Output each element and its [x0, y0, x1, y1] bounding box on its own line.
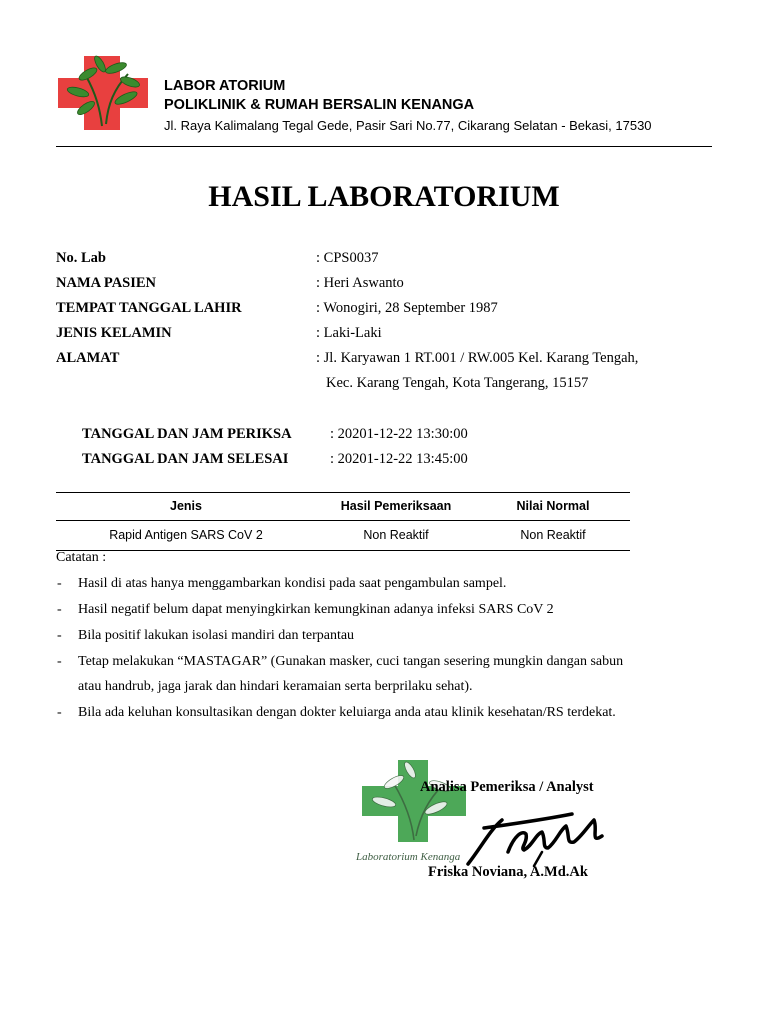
table-header-type: Jenis — [170, 499, 202, 513]
note-bullet: - — [57, 705, 62, 720]
note-bullet: - — [57, 628, 62, 643]
note-bullet: - — [57, 602, 62, 617]
stamp-text: Laboratorium Kenanga — [356, 851, 461, 863]
notes-heading: Catatan : — [56, 550, 107, 565]
note-item: Hasil di atas hanya menggambarkan kondisi pada saat pengambulan sampel. — [78, 576, 507, 591]
table-header-result: Hasil Pemeriksaan — [340, 499, 452, 513]
table-header-border — [56, 520, 630, 521]
note-item: Bila ada keluhan konsultasikan dengan dokter keluiarga anda atau klinik kesehatan/RS terdekat. — [78, 705, 616, 720]
page-title: HASIL LABORATORIUM — [208, 180, 560, 213]
table-cell-result: Non Reaktif — [363, 528, 429, 542]
signature-name: Friska Noviana, A.Md.Ak — [428, 864, 588, 880]
field-value-address-line2: Kec. Karang Tengah, Kota Tangerang, 15157 — [326, 375, 589, 391]
field-label-lab-no: No. Lab — [56, 250, 106, 266]
table-cell-type: Rapid Antigen SARS CoV 2 — [109, 528, 263, 542]
table-bottom-border — [56, 550, 630, 551]
note-item: Hasil negatif belum dapat menyingkirkan kemungkinan adanya infeksi SARS CoV 2 — [78, 602, 554, 617]
note-item-continued: atau handrub, jaga jarak dan hindari keramaian serta berprilaku sehat). — [78, 679, 473, 694]
field-value-patient-name: : Heri Aswanto — [316, 275, 404, 291]
header-clinic-name: POLIKLINIK & RUMAH BERSALIN KENANGA — [164, 97, 475, 113]
note-bullet: - — [57, 576, 62, 591]
exam-end-value: : 20201-12-22 13:45:00 — [330, 451, 468, 467]
field-value-birth: : Wonogiri, 28 September 1987 — [316, 300, 498, 316]
header-lab-name: LABOR ATORIUM — [164, 78, 286, 94]
field-label-birth: TEMPAT TANGGAL LAHIR — [56, 300, 242, 316]
field-value-gender: : Laki-Laki — [316, 325, 382, 341]
signature — [462, 806, 612, 872]
field-label-address: ALAMAT — [56, 350, 120, 366]
table-top-border — [56, 492, 630, 493]
exam-start-value: : 20201-12-22 13:30:00 — [330, 426, 468, 442]
note-bullet: - — [57, 654, 62, 669]
header-divider — [56, 146, 712, 147]
field-value-address: : Jl. Karyawan 1 RT.001 / RW.005 Kel. Karang Tengah, — [316, 350, 639, 366]
field-label-gender: JENIS KELAMIN — [56, 325, 172, 341]
signature-role: Analisa Pemeriksa / Analyst — [420, 779, 594, 795]
field-value-lab-no: : CPS0037 — [316, 250, 379, 266]
table-cell-normal: Non Reaktif — [520, 528, 586, 542]
clinic-logo — [56, 54, 150, 132]
note-item: Bila positif lakukan isolasi mandiri dan terpantau — [78, 628, 355, 643]
exam-start-label: TANGGAL DAN JAM PERIKSA — [82, 426, 292, 442]
lab-stamp — [354, 756, 474, 866]
exam-end-label: TANGGAL DAN JAM SELESAI — [82, 451, 289, 467]
note-item: Tetap melakukan “MASTAGAR” (Gunakan masker, cuci tangan sesering mungkin dangan sabun — [78, 654, 624, 669]
field-label-patient-name: NAMA PASIEN — [56, 275, 157, 291]
header-address: Jl. Raya Kalimalang Tegal Gede, Pasir Sari No.77, Cikarang Selatan - Bekasi, 17530 — [164, 118, 652, 133]
table-header-normal: Nilai Normal — [516, 499, 590, 513]
